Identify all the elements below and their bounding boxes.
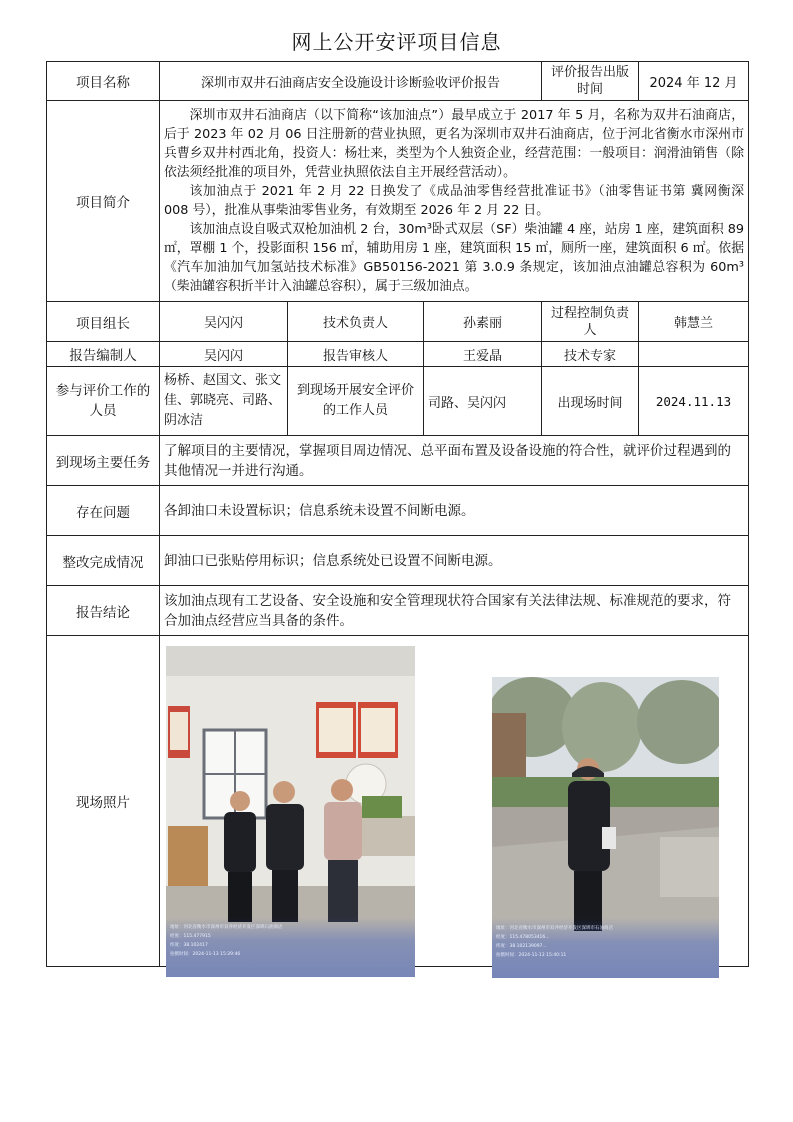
site-photo-indoor xyxy=(166,646,415,977)
page-title: 网上公开安评项目信息 xyxy=(291,30,502,54)
report-date-value: 2024 年 12 月 xyxy=(639,62,749,101)
task-value: 了解项目的主要情况，掌握项目周边情况、总平面布置及设备设施的符合性，就评价过程遇到的其他情况一并进行沟通。 xyxy=(160,436,749,486)
photo-address: 地址：河北省衡水市深州市双井经济开发区深圳石油商店 xyxy=(170,925,283,930)
expert-value xyxy=(639,342,749,367)
photo-address: 地址：河北省衡水市深州市双井经济开发区深圳市石油商店 xyxy=(496,926,613,931)
project-intro-label: 项目简介 xyxy=(47,101,160,302)
project-intro-text xyxy=(160,101,749,302)
photo-timestamp: 拍摄时间：2024-11-13 15:29:46 xyxy=(170,952,241,957)
process-control-value: 韩慧兰 xyxy=(639,302,749,342)
task-label: 到现场主要任务 xyxy=(47,436,160,486)
onsite-time-value: 2024.11.13 xyxy=(639,367,749,436)
conclusion-value: 该加油点现有工艺设备、安全设施和安全管理现状符合国家有关法律法规、标准规范的要求，符合加油点经营应当具备的条件。 xyxy=(160,586,749,636)
intro-paragraph: 该加油点于 2021 年 2 月 22 日换发了《成品油零售经营批准证书》（油零售证书第 冀网衡深 008 号），批准从事柴油零售业务，有效期至 2026 年 2 月 22 日。 xyxy=(164,184,744,218)
editor-label: 报告编制人 xyxy=(47,342,160,367)
photo-latitude: 纬度：38.102139097... xyxy=(496,944,547,949)
reviewer-value: 王爱晶 xyxy=(424,342,542,367)
intro-paragraph: 该加油点设自吸式双枪加油机 2 台，30m³卧式双层（SF）柴油罐 4 座，站房 1 座，建筑面积 89 ㎡，罩棚 1 个，投影面积 156 ㎡，辅助用房 1 座，建筑面积 15 ㎡，厕所一座，建筑面积 6 ㎡。依据《汽车加油加气加氢站技术标准》GB50156-2021 第 3.0.9 条规定，该加油点油罐总容积为 60m³（柴油罐容积折半计入油罐总容积），属于三级加油点。 xyxy=(164,222,744,294)
expert-label: 技术专家 xyxy=(542,342,639,367)
onsite-staff-label: 到现场开展安全评价的工作人员 xyxy=(288,367,424,436)
tech-lead-label: 技术负责人 xyxy=(288,302,424,342)
photo-watermark-overlay xyxy=(166,917,415,977)
tech-lead-value: 孙素丽 xyxy=(424,302,542,342)
intro-paragraph: 深圳市双井石油商店（以下简称“该加油点”）最早成立于 2017 年 5 月，名称为双井石油商店，后于 2023 年 02 月 06 日注册新的营业执照，更名为深圳市双井石油商店，位于河北省衡水市深州市兵曹乡双井村西北角，投资人：杨壮来，类型为个人独资企业，经营范围：一般项目：润滑油销售（除依法须经批准的项目外，凭营业执照依法自主开展经营活动）。 xyxy=(164,108,744,180)
leader-value: 吴闪闪 xyxy=(160,302,288,342)
onsite-time-label: 出现场时间 xyxy=(542,367,639,436)
participants-label: 参与评价工作的人员 xyxy=(47,367,160,436)
editor-value: 吴闪闪 xyxy=(160,342,288,367)
photo-latitude: 纬度：38.102417 xyxy=(170,943,208,948)
reviewer-label: 报告审核人 xyxy=(288,342,424,367)
report-date-label: 评价报告出版时间 xyxy=(542,62,639,101)
issues-label: 存在问题 xyxy=(47,486,160,536)
project-name-label: 项目名称 xyxy=(47,62,160,101)
rectification-value: 卸油口已张贴停用标识；信息系统处已设置不间断电源。 xyxy=(160,536,749,586)
conclusion-label: 报告结论 xyxy=(47,586,160,636)
rectification-label: 整改完成情况 xyxy=(47,536,160,586)
photo-longitude: 经度：115.478053416... xyxy=(496,935,550,940)
onsite-staff-value: 司路、吴闪闪 xyxy=(424,367,542,436)
process-control-label: 过程控制负责人 xyxy=(542,302,639,342)
photo-longitude: 经度：115.477915 xyxy=(170,934,211,939)
leader-label: 项目组长 xyxy=(47,302,160,342)
site-photo-outdoor xyxy=(492,677,719,978)
photo-timestamp: 拍摄时间：2024-11-13 15:40:11 xyxy=(496,953,567,958)
photo-watermark-overlay xyxy=(492,918,719,978)
project-name-value: 深圳市双井石油商店安全设施设计诊断验收评价报告 xyxy=(160,62,542,101)
participants-value: 杨桥、赵国文、张文佳、郭晓亮、司路、阴冰洁 xyxy=(160,367,288,436)
photos-label: 现场照片 xyxy=(47,636,160,967)
issues-value: 各卸油口未设置标识；信息系统未设置不间断电源。 xyxy=(160,486,749,536)
